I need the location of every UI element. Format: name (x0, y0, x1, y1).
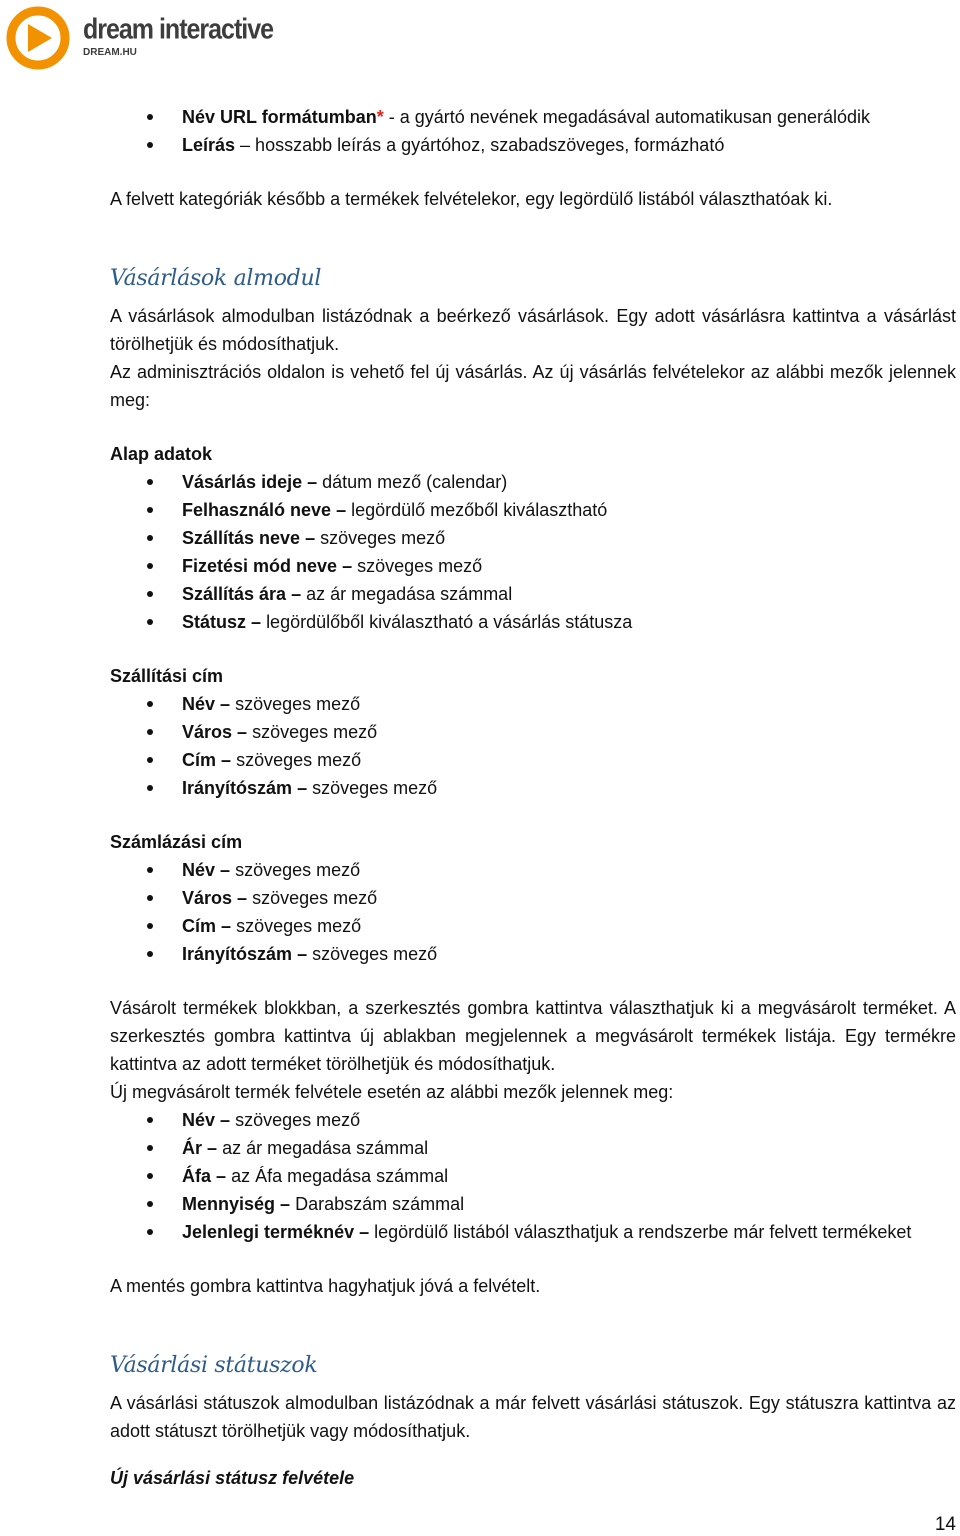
list-item: Leírás – hosszabb leírás a gyártóhoz, szabadszöveges, formázható (110, 131, 956, 159)
billing-address-title: Számlázási cím (110, 832, 243, 852)
subheading-new-status: Új vásárlási státusz felvétele (110, 1468, 355, 1488)
list-item: Státusz – legördülőből kiválasztható a vásárlás státusza (110, 608, 956, 636)
product-fields-list (110, 1106, 956, 1246)
paragraph-categories: A felvett kategóriák később a termékek felvételekor, egy legördülő listából választhatóak ki. (110, 189, 833, 209)
paragraph-purchased-products: Vásárolt termékek blokkban, a szerkesztés gombra kattintva választhatjuk ki a megvásárolt terméket. A szerkesztés gombra kattintva új ablakban megjelennek a megvásárolt termékek listája. Egy termékre kattintva az adott terméket törölhetjük és módosíthatjuk. (110, 998, 956, 1074)
list-item: Áfa – az Áfa megadása számmal (110, 1162, 956, 1190)
list-item: Ár – az ár megadása számmal (110, 1134, 956, 1162)
manufacturer-fields-list (110, 103, 956, 159)
list-item: Fizetési mód neve – szöveges mező (110, 552, 956, 580)
paragraph-purchases-1: A vásárlások almodulban listázódnak a beérkező vásárlások. Egy adott vásárlásra kattintva a vásárlást törölhetjük és módosíthatjuk. (110, 306, 956, 354)
list-item: Irányítószám – szöveges mező (110, 774, 956, 802)
list-item: Jelenlegi terméknév – legördülő listából választhatjuk a rendszerbe már felvett termékeket (110, 1218, 956, 1246)
list-item: Mennyiség – Darabszám számmal (110, 1190, 956, 1218)
list-item: Felhasználó neve – legördülő mezőből kiválasztható (110, 496, 956, 524)
list-item: Város – szöveges mező (110, 718, 956, 746)
shipping-address-list (110, 690, 956, 802)
document-body (110, 103, 956, 1492)
logo-name: dream interactive (83, 12, 274, 45)
paragraph-statuses: A vásárlási státuszok almodulban listázódnak a már felvett vásárlási státuszok. Egy státuszra kattintva az adott státuszt törölhetjük vagy módosíthatjuk. (110, 1393, 956, 1441)
list-item: Irányítószám – szöveges mező (110, 940, 956, 968)
basic-data-title: Alap adatok (110, 444, 213, 464)
shipping-address-title: Szállítási cím (110, 666, 224, 686)
list-item: Szállítás neve – szöveges mező (110, 524, 956, 552)
paragraph-purchases-2: Az adminisztrációs oldalon is vehető fel új vásárlás. Az új vásárlás felvételekor az alábbi mezők jelennek meg: (110, 362, 956, 410)
logo-domain: DREAM.HU (83, 46, 137, 58)
paragraph-new-product-intro: Új megvásárolt termék felvétele esetén az alábbi mezők jelennek meg: (110, 1082, 674, 1102)
billing-address-list (110, 856, 956, 968)
list-item: Név – szöveges mező (110, 1106, 956, 1134)
logo (5, 5, 273, 71)
list-item: Név URL formátumban* - a gyártó nevének megadásával automatikusan generálódik (110, 103, 956, 131)
list-item: Név – szöveges mező (110, 856, 956, 884)
list-item: Vásárlás ideje – dátum mező (calendar) (110, 468, 956, 496)
basic-data-list (110, 468, 956, 636)
section-heading-purchases: Vásárlások almodul (110, 266, 322, 291)
dream-logo-icon (5, 5, 71, 71)
section-heading-statuses: Vásárlási státuszok (110, 1353, 318, 1378)
paragraph-save: A mentés gombra kattintva hagyhatjuk jóvá a felvételt. (110, 1276, 541, 1296)
list-item: Város – szöveges mező (110, 884, 956, 912)
page-number: 14 (934, 1514, 956, 1535)
list-item: Cím – szöveges mező (110, 746, 956, 774)
list-item: Szállítás ára – az ár megadása számmal (110, 580, 956, 608)
list-item: Cím – szöveges mező (110, 912, 956, 940)
list-item: Név – szöveges mező (110, 690, 956, 718)
